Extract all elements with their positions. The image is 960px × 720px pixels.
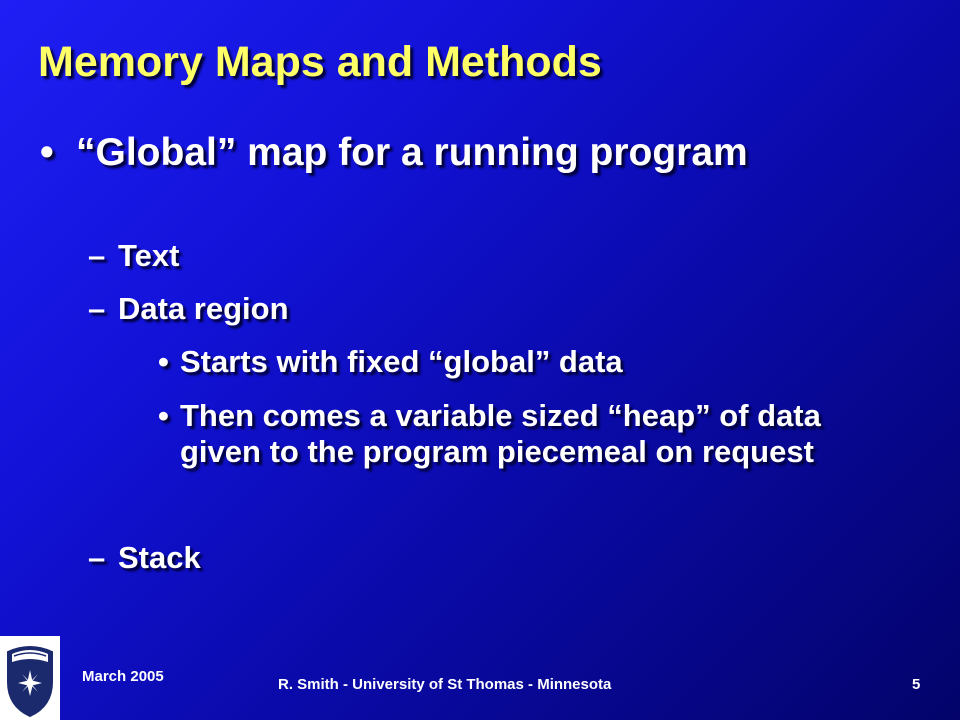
dash-marker: – [88, 291, 106, 326]
footer-date: March 2005 [82, 668, 164, 685]
footer-author: R. Smith - University of St Thomas - Minnesota [278, 676, 612, 693]
bullet-marker: • [158, 344, 169, 379]
footer-page-number: 5 [912, 676, 921, 693]
subsub-bullet-heap [158, 398, 918, 470]
subsub-bullet-label: Starts with fixed “global” data [180, 344, 623, 379]
subsub-bullet-label: Then comes a variable sized “heap” of data given to the program piecemeal on request [180, 398, 821, 469]
subsub-bullet-global [158, 344, 918, 380]
bullet-marker: • [40, 131, 54, 174]
dash-marker: – [88, 540, 106, 575]
dash-marker: – [88, 238, 106, 273]
sub-bullet-label: Text [118, 238, 180, 273]
bullet-marker: • [158, 398, 169, 433]
bullet-text: “Global” map for a running program [76, 131, 748, 174]
sub-bullet-label: Data region [118, 291, 289, 326]
sub-bullet-label: Stack [118, 540, 201, 575]
university-shield-icon [0, 636, 60, 720]
slide-title: Memory Maps and Methods [38, 38, 602, 86]
